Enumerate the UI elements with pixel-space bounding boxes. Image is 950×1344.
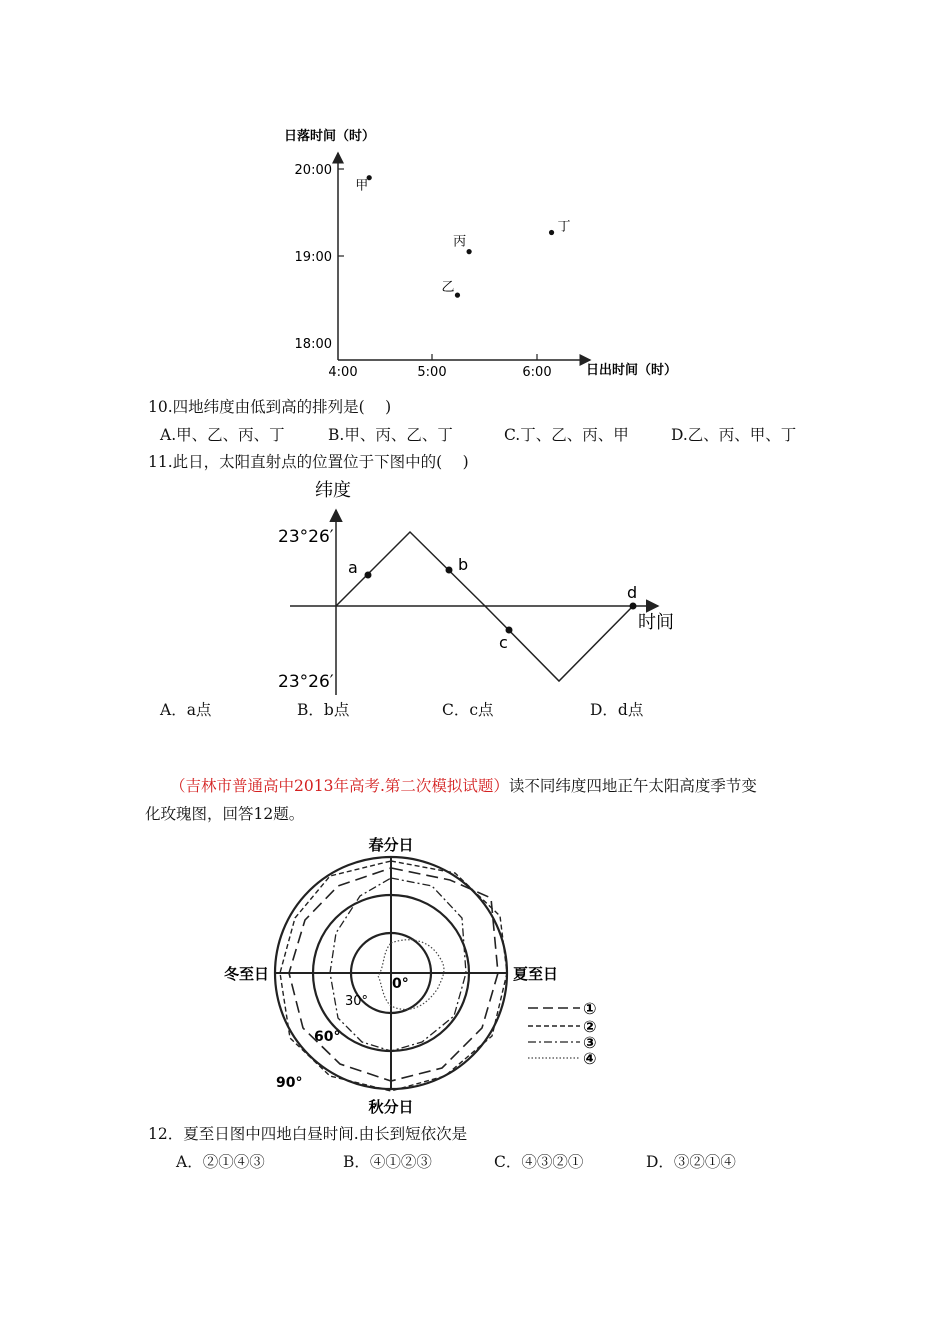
q12-option-d[interactable]: D．③②①④	[646, 1153, 736, 1171]
q11-option-a[interactable]: A．a点	[160, 701, 212, 719]
question-10: 10.四地纬度由低到高的排列是( )	[148, 398, 392, 416]
point-a	[365, 572, 372, 579]
scatter-point-label: 甲	[355, 178, 369, 194]
scatter-point-label: 乙	[441, 280, 455, 296]
question-12: 12．夏至日图中四地白昼时间.由长到短依次是	[148, 1125, 468, 1143]
point-a-label: a	[348, 558, 358, 577]
legend	[528, 999, 597, 1068]
intro-text: 读不同纬度四地正午太阳高度季节变	[508, 777, 757, 795]
ring-label-0: 0°	[392, 976, 409, 992]
q12-option-a[interactable]: A．②①④③	[176, 1153, 265, 1171]
point-c-label: c	[499, 633, 508, 652]
y-tick: 18:00	[294, 337, 332, 352]
curve-3	[330, 878, 466, 1051]
q11-option-d[interactable]: D．d点	[590, 701, 644, 719]
legend-2: ②	[583, 1017, 597, 1036]
summer-solstice-label: 夏至日	[513, 965, 559, 983]
x-tick: 4:00	[328, 365, 358, 380]
y-tick: 19:00	[294, 250, 332, 265]
point-b	[446, 567, 453, 574]
source-note: （吉林市普通高中2013年高考.第二次模拟试题）	[170, 777, 509, 795]
scatter-point-2	[455, 293, 460, 298]
q11-option-b[interactable]: B．b点	[297, 701, 350, 719]
ring-label-90: 90°	[276, 1075, 303, 1091]
q11-option-c[interactable]: C．c点	[442, 701, 494, 719]
intro-line-2: 化玫瑰图，回答12题。	[145, 805, 305, 823]
ring-label-30: 30°	[345, 994, 369, 1009]
q10-option-d[interactable]: D.乙、丙、甲、丁	[671, 426, 797, 444]
scatter-point-3	[467, 249, 472, 254]
y-tick: 20:00	[294, 163, 332, 178]
legend-1: ①	[583, 999, 597, 1018]
intro-line-1	[170, 774, 757, 796]
legend-3: ③	[583, 1033, 597, 1052]
ring-label-60: 60°	[314, 1029, 341, 1045]
legend-4: ④	[583, 1049, 597, 1068]
sunrise-sunset-chart	[270, 120, 690, 390]
x-tick: 5:00	[417, 365, 447, 380]
curve-4	[378, 940, 444, 1010]
x-axis-label: 日出时间（时）	[586, 363, 678, 378]
q10-option-a[interactable]: A.甲、乙、丙、丁	[160, 426, 285, 444]
top-latitude-label: 23°26′	[278, 527, 334, 547]
winter-solstice-label: 冬至日	[223, 965, 269, 983]
x-tick: 6:00	[522, 365, 552, 380]
y-axis-label: 日落时间（时）	[284, 129, 376, 144]
latitude-label: 纬度	[315, 480, 351, 501]
solar-altitude-rose-diagram	[210, 828, 650, 1118]
q12-option-b[interactable]: B．④①②③	[343, 1153, 432, 1171]
point-b-label: b	[458, 555, 469, 574]
point-d	[630, 603, 637, 610]
point-d-label: d	[627, 583, 638, 602]
q12-option-c[interactable]: C．④③②①	[494, 1153, 584, 1171]
scatter-point-label: 丁	[557, 219, 571, 235]
spring-equinox-label: 春分日	[368, 836, 414, 854]
question-11: 11.此日，太阳直射点的位置位于下图中的( )	[148, 453, 469, 471]
autumn-equinox-label: 秋分日	[368, 1098, 414, 1116]
time-label: 时间	[638, 612, 674, 633]
q10-option-b[interactable]: B.甲、丙、乙、丁	[328, 426, 453, 444]
q10-option-c[interactable]: C.丁、乙、丙、甲	[504, 426, 629, 444]
bottom-latitude-label: 23°26′	[278, 672, 334, 692]
scatter-point-4	[549, 230, 554, 235]
sun-latitude-chart	[260, 470, 690, 700]
scatter-point-label: 丙	[453, 234, 467, 250]
curve-1	[289, 868, 498, 1081]
